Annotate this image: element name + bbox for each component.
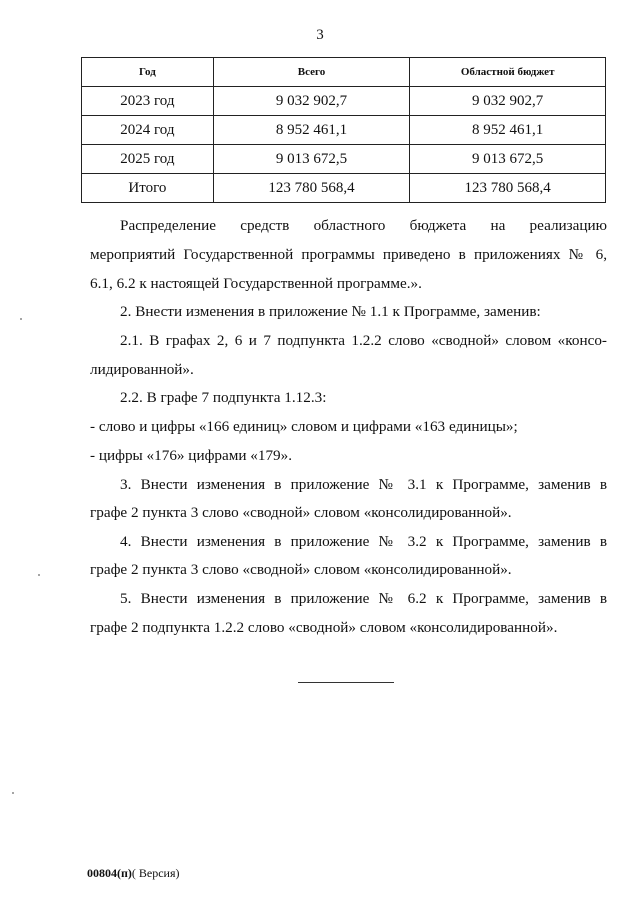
cell-regional-budget: 9 032 902,7 <box>410 87 606 116</box>
scan-speck <box>38 574 40 576</box>
cell-total: 123 780 568,4 <box>213 174 410 203</box>
paragraph-line: 5. Внести изменения в приложение № 6.2 к Программе, заменив в <box>120 590 607 607</box>
header-regional-budget: Областной бюджет <box>410 58 606 87</box>
table-header-row <box>82 58 606 87</box>
paragraph-line: 6.1, 6.2 к настоящей Государственной программе.». <box>90 275 422 292</box>
cell-year: 2024 год <box>82 116 214 145</box>
paragraph-line: 2. Внести изменения в приложение № 1.1 к Программе, заменив: <box>120 303 541 320</box>
paragraph-line: 2.1. В графах 2, 6 и 7 подпункта 1.2.2 слово «сводной» словом «консо- <box>120 332 607 349</box>
cell-total: 9 032 902,7 <box>213 87 410 116</box>
paragraph-line: графе 2 пункта 3 слово «сводной» словом «консолидированной». <box>90 561 512 578</box>
cell-year: 2025 год <box>82 145 214 174</box>
paragraph-line: 3. Внести изменения в приложение № 3.1 к Программе, заменив в <box>120 476 607 493</box>
table-row <box>82 116 606 145</box>
cell-regional-budget: 9 013 672,5 <box>410 145 606 174</box>
header-total: Всего <box>213 58 410 87</box>
budget-table <box>81 57 606 203</box>
paragraph-line: Распределение средств областного бюджета на реализацию <box>120 217 607 234</box>
cell-year: 2023 год <box>82 87 214 116</box>
paragraph-line: графе 2 подпункта 1.2.2 слово «сводной» словом «консолидированной». <box>90 619 558 636</box>
paragraph-line: графе 2 пункта 3 слово «сводной» словом «консолидированной». <box>90 504 512 521</box>
cell-total: 9 013 672,5 <box>213 145 410 174</box>
table-row <box>82 145 606 174</box>
paragraph-line: мероприятий Государственной программы приведено в приложениях № 6, <box>90 246 607 263</box>
document-code: 00804(п) <box>87 866 132 880</box>
paragraph-line: - слово и цифры «166 единиц» словом и цифрами «163 единицы»; <box>90 418 518 435</box>
end-divider <box>298 682 394 683</box>
paragraph-line: 4. Внести изменения в приложение № 3.2 к Программе, заменив в <box>120 533 607 550</box>
cell-year: Итого <box>82 174 214 203</box>
table-total-row <box>82 174 606 203</box>
document-version: ( Версия) <box>131 866 180 880</box>
cell-total: 8 952 461,1 <box>213 116 410 145</box>
paragraph-line: 2.2. В графе 7 подпункта 1.12.3: <box>120 389 327 406</box>
paragraph-line: лидированной». <box>90 361 194 378</box>
document-footer <box>87 866 180 881</box>
cell-regional-budget: 8 952 461,1 <box>410 116 606 145</box>
paragraph-line: - цифры «176» цифрами «179». <box>90 447 293 464</box>
scan-speck <box>12 792 14 794</box>
cell-regional-budget: 123 780 568,4 <box>410 174 606 203</box>
scan-speck <box>20 318 22 320</box>
table-row <box>82 87 606 116</box>
header-year: Год <box>82 58 214 87</box>
page-number: 3 <box>316 27 324 43</box>
